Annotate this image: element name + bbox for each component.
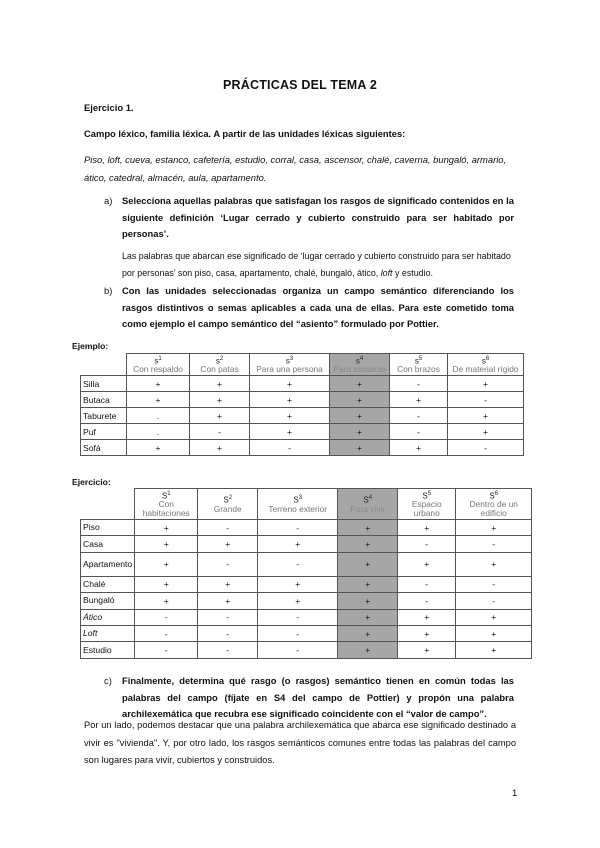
seme-value: -: [135, 625, 198, 641]
seme-value: +: [398, 642, 456, 658]
seme-label: De material rígido: [452, 364, 519, 375]
table-row: [81, 440, 524, 456]
seme-value: +: [338, 536, 398, 552]
seme-value: +: [456, 520, 532, 536]
seme-label: Dentro de un edificio: [469, 499, 518, 519]
seme-value: -: [198, 625, 258, 641]
seme-symbol: $s^1$: [154, 355, 162, 366]
header-seme-4: [338, 489, 398, 520]
seme-symbol: $s^5$: [414, 355, 423, 366]
seme-value: +: [330, 408, 390, 424]
seme-value: +: [338, 552, 398, 576]
seme-value: +: [127, 392, 190, 408]
seme-value: +: [135, 576, 198, 592]
row-word: Butaca: [81, 392, 127, 408]
item-a-answer-loft: loft: [380, 268, 393, 278]
row-word: Silla: [81, 376, 127, 392]
header-seme-3: [250, 354, 330, 376]
seme-label: Terreno exterior: [268, 503, 328, 514]
seme-value: +: [456, 552, 532, 576]
seme-symbol: $s^6$: [481, 355, 490, 366]
row-word: Apartamento: [81, 552, 135, 576]
header-seme-1: [127, 354, 190, 376]
seme-symbol: $S^1$: [161, 490, 171, 501]
item-b-marker: b): [104, 285, 113, 296]
seme-value: +: [127, 376, 190, 392]
row-word: Casa: [81, 536, 135, 552]
table-row: [81, 424, 524, 440]
row-word: Bungaló: [81, 593, 135, 609]
seme-value: +: [456, 625, 532, 641]
seme-value: +: [198, 593, 258, 609]
seme-value: +: [338, 625, 398, 641]
header-seme-5: [398, 489, 456, 520]
seme-value: +: [330, 376, 390, 392]
seme-label: Para sentarse: [333, 364, 386, 375]
header-seme-6: [456, 489, 532, 520]
seme-value: +: [135, 520, 198, 536]
seme-label: Espacio urbano: [411, 499, 442, 519]
seme-value: -: [448, 440, 524, 456]
item-a-text: Selecciona aquellas palabras que satisfagan los rasgos de significado contenidos en la siguiente definición ‘Lugar cerrado y cubierto construido para ser habitado por personas’.: [122, 195, 514, 239]
seme-symbol: $S^5$: [422, 490, 432, 501]
seme-label: Para una persona: [256, 364, 323, 375]
seme-symbol: $S^3$: [293, 495, 303, 505]
row-word: Loft: [81, 625, 135, 641]
seme-value: -: [448, 392, 524, 408]
seme-value: -: [398, 576, 456, 592]
seme-value: -: [390, 376, 448, 392]
seme-symbol: $S^2$: [223, 495, 233, 505]
seme-value: +: [250, 408, 330, 424]
seme-value: +: [448, 376, 524, 392]
seme-label: Con habitaciones: [142, 499, 190, 519]
table-row: [81, 576, 532, 592]
seme-value: +: [135, 536, 198, 552]
example-table: [80, 353, 524, 456]
table-row: [81, 376, 524, 392]
seme-value: +: [398, 552, 456, 576]
seme-value: +: [258, 536, 338, 552]
seme-symbol: $S^6$: [489, 490, 499, 501]
seme-value: -: [135, 609, 198, 625]
seme-value: -: [258, 552, 338, 576]
seme-value: +: [390, 392, 448, 408]
seme-value: -: [456, 593, 532, 609]
seme-symbol: $s^4$: [355, 355, 364, 366]
seme-value: +: [190, 440, 250, 456]
seme-value: -: [190, 424, 250, 440]
seme-label: Con respaldo: [133, 364, 183, 375]
table-corner: [81, 354, 127, 376]
row-word: Piso: [81, 520, 135, 536]
seme-value: -: [198, 609, 258, 625]
row-word: Sofá: [81, 440, 127, 456]
page-title: PRÁCTICAS DEL TEMA 2: [222, 78, 377, 92]
seme-value: -: [258, 625, 338, 641]
item-a-answer: [122, 248, 516, 282]
header-seme-5: [390, 354, 448, 376]
row-word: Estudio: [81, 642, 135, 658]
item-c-text: Finalmente, determina qué rasgo (o rasgos) semántico tienen en común todas las palabras del campo (fíjate en S4 del campo de Pottier) y propón una palabra archilexemática que recubra ese significado coincidente con el “valor de campo”.: [122, 675, 514, 719]
row-word: Chalé: [81, 576, 135, 592]
seme-value: +: [338, 576, 398, 592]
seme-value: .: [127, 424, 190, 440]
seme-value: +: [198, 536, 258, 552]
example-table-label: Ejemplo:: [72, 341, 109, 351]
seme-value: +: [190, 408, 250, 424]
seme-value: +: [127, 440, 190, 456]
seme-symbol: $s^2$: [215, 355, 224, 366]
seme-value: +: [398, 520, 456, 536]
header-seme-2: [190, 354, 250, 376]
seme-value: -: [398, 536, 456, 552]
seme-value: +: [190, 376, 250, 392]
seme-value: +: [198, 576, 258, 592]
seme-value: +: [398, 625, 456, 641]
table-row: [81, 520, 532, 536]
seme-value: +: [456, 642, 532, 658]
exercise-table: [80, 488, 532, 659]
seme-label: Con patas: [200, 364, 239, 375]
table-row: [81, 392, 524, 408]
seme-value: +: [448, 424, 524, 440]
table-row: [81, 408, 524, 424]
seme-value: +: [338, 520, 398, 536]
page-number: 1: [512, 788, 518, 799]
item-b-text: Con las unidades seleccionadas organiza un campo semántico diferenciando los rasgos distintivos o semas aplicables a cada una de ellas. Para este cometido toma como ejemplo el campo semántico del “asiento” formulado por Pottier.: [122, 285, 514, 329]
exercise-table-label: Ejercicio:: [72, 477, 111, 487]
seme-value: -: [250, 440, 330, 456]
seme-value: -: [390, 408, 448, 424]
seme-value: +: [448, 408, 524, 424]
seme-value: +: [330, 424, 390, 440]
seme-value: -: [456, 536, 532, 552]
table-row: [81, 536, 532, 552]
seme-value: +: [390, 440, 448, 456]
table-row: [81, 642, 532, 658]
seme-value: +: [456, 609, 532, 625]
seme-value: +: [250, 376, 330, 392]
header-seme-2: [198, 489, 258, 520]
seme-value: -: [456, 576, 532, 592]
table-row: [81, 593, 532, 609]
seme-value: +: [135, 593, 198, 609]
seme-value: +: [330, 440, 390, 456]
item-c-marker: c): [104, 675, 112, 686]
seme-label: Grande: [213, 503, 242, 514]
seme-value: -: [198, 552, 258, 576]
table-row: [81, 552, 532, 576]
item-a-answer-start: Las palabras que abarcan ese significado de ‘lugar cerrado y cubierto construido para ser habitado por personas’ son piso, casa, apartamento, chalé, bungaló, ático,: [122, 251, 511, 278]
seme-label: Para vivir: [350, 503, 386, 514]
seme-value: +: [135, 552, 198, 576]
seme-symbol: $s^3$: [285, 355, 294, 366]
seme-value: -: [258, 520, 338, 536]
seme-value: -: [258, 642, 338, 658]
seme-value: -: [398, 593, 456, 609]
seme-value: +: [250, 424, 330, 440]
seme-value: +: [338, 642, 398, 658]
seme-value: +: [190, 392, 250, 408]
seme-symbol: $S^4$: [363, 495, 373, 505]
row-word: Puf: [81, 424, 127, 440]
seme-value: +: [258, 593, 338, 609]
item-a-answer-end: y estudio.: [392, 268, 433, 278]
header-seme-3: [258, 489, 338, 520]
seme-value: -: [258, 609, 338, 625]
seme-value: +: [338, 609, 398, 625]
conclusion-text: Por un lado, podemos destacar que una palabra archilexemática que abarca ese significado destinado a vivir es "vivienda". Y, por otro lado, los rasgos semánticos comunes entre todas las palabras del campo son lugares para vivir, cubiertos y construidos.: [84, 720, 516, 765]
header-seme-1: [135, 489, 198, 520]
seme-value: -: [198, 520, 258, 536]
row-word: Ático: [81, 609, 135, 625]
row-word: Taburete: [81, 408, 127, 424]
table-row: [81, 625, 532, 641]
item-a-marker: a): [104, 195, 113, 206]
seme-value: +: [258, 576, 338, 592]
seme-value: +: [398, 609, 456, 625]
seme-value: -: [135, 642, 198, 658]
table-corner: [81, 489, 135, 520]
exercise-intro: Campo léxico, familia léxica. A partir de las unidades léxicas siguientes:: [84, 128, 406, 139]
seme-value: -: [390, 424, 448, 440]
seme-value: -: [198, 642, 258, 658]
seme-value: +: [250, 392, 330, 408]
exercise-heading: Ejercicio 1.: [84, 102, 134, 113]
seme-value: +: [338, 593, 398, 609]
table-row: [81, 609, 532, 625]
seme-value: +: [330, 392, 390, 408]
seme-value: .: [127, 408, 190, 424]
header-seme-6: [448, 354, 524, 376]
word-list: Piso, loft, cueva, estanco, cafetería, estudio, corral, casa, ascensor, chalé, caverna, bungaló, armario, ático, catedral, almacén, aula, apartamento.: [84, 154, 507, 183]
seme-label: Con brazos: [397, 364, 440, 375]
header-seme-4: [330, 354, 390, 376]
